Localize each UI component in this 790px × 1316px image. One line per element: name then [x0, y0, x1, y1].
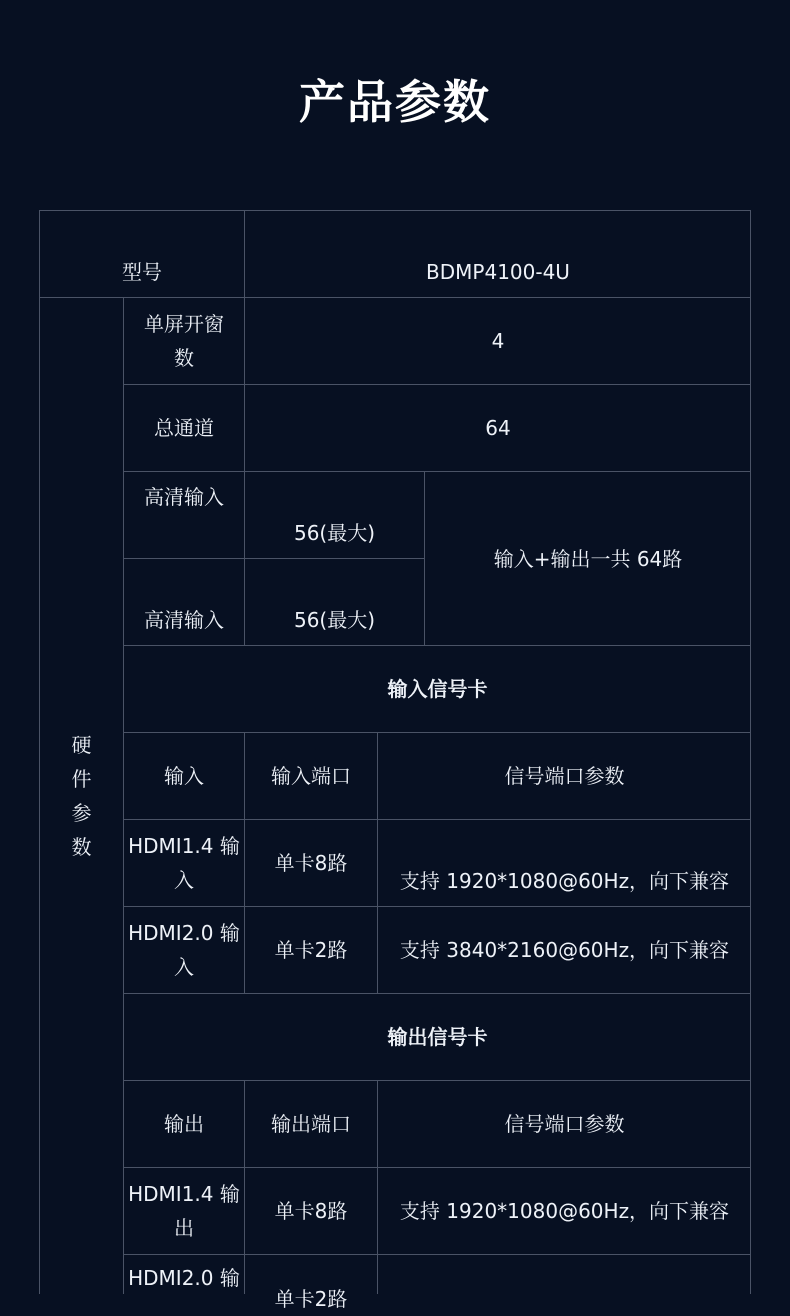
model-label: 型号: [39, 210, 244, 297]
input-row-2-param: 支持 3840*2160@60Hz，向下兼容: [377, 906, 751, 993]
model-value: BDMP4100-4U: [244, 210, 751, 297]
output-col-port: 输出端口: [244, 1080, 377, 1167]
hd-input-label-1: 高清输入: [123, 471, 244, 558]
input-row-2-port: 单卡2路: [244, 906, 377, 993]
output-card-heading: 输出信号卡: [123, 993, 751, 1080]
input-col-port: 输入端口: [244, 732, 377, 819]
input-row-2-type: HDMI2.0 输 入: [123, 906, 244, 993]
section-label-text: 硬 件 参 数: [71, 733, 92, 859]
output-row-1-type: HDMI1.4 输 出: [123, 1167, 244, 1254]
output-row-2-port: [244, 1254, 377, 1311]
input-card-heading: 输入信号卡: [123, 645, 751, 732]
page-title: 产品参数: [299, 75, 491, 129]
input-col-param: 信号端口参数: [377, 732, 751, 819]
input-row-1-type: HDMI1.4 输 入: [123, 819, 244, 906]
output-row-2-param: [377, 1254, 751, 1294]
hd-input-value-1: 56(最大): [244, 471, 424, 558]
output-col-param: 信号端口参数: [377, 1080, 751, 1167]
input-row-1-param: 支持 1920*1080@60Hz，向下兼容: [377, 819, 751, 906]
output-row-2-port-text: 单卡2路: [274, 1287, 348, 1311]
single-screen-label: 单屏开窗 数: [123, 297, 244, 384]
input-row-1-port: 单卡8路: [244, 819, 377, 906]
output-col-type: 输出: [123, 1080, 244, 1167]
single-screen-value: 4: [244, 297, 751, 384]
hd-input-label-2: 高清输入: [123, 558, 244, 645]
io-total-value: 输入+输出一共 64路: [424, 471, 751, 645]
output-row-1-port: 单卡8路: [244, 1167, 377, 1254]
output-row-1-param: 支持 1920*1080@60Hz，向下兼容: [377, 1167, 751, 1254]
total-channels-value: 64: [244, 384, 751, 471]
input-col-type: 输入: [123, 732, 244, 819]
hd-input-value-2: 56(最大): [244, 558, 424, 645]
total-channels-label: 总通道: [123, 384, 244, 471]
hardware-params-section-label: [39, 297, 123, 1294]
output-row-2-type: HDMI2.0 输: [123, 1254, 244, 1294]
